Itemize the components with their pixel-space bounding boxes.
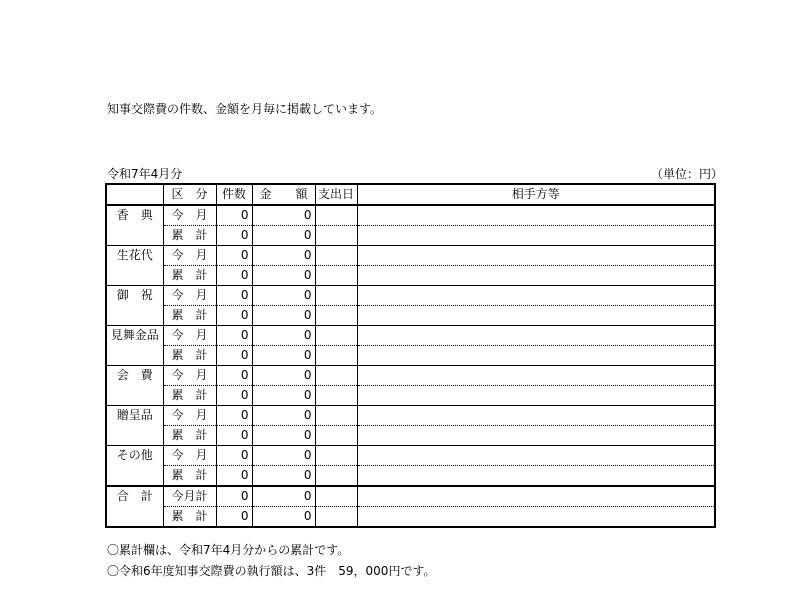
date-cell	[315, 306, 357, 326]
table-row-monthly	[106, 366, 715, 386]
party-cell	[357, 226, 715, 246]
period-kind-cell: 今月計	[163, 486, 216, 507]
count-cell: 0	[216, 446, 252, 466]
amount-cell: 0	[252, 306, 315, 326]
date-cell	[315, 226, 357, 246]
category-cell: 見舞金品	[106, 326, 163, 366]
count-cell: 0	[216, 466, 252, 487]
amount-cell: 0	[252, 226, 315, 246]
party-cell	[357, 246, 715, 266]
count-cell: 0	[216, 507, 252, 528]
amount-cell: 0	[252, 266, 315, 286]
period-kind-cell: 今 月	[163, 446, 216, 466]
period-kind-cell: 今 月	[163, 246, 216, 266]
note-last-year: 〇令和6年度知事交際費の執行額は、3件 59，000円です。	[107, 564, 436, 578]
period-kind-cell: 今 月	[163, 205, 216, 226]
date-cell	[315, 266, 357, 286]
table-row-monthly	[106, 446, 715, 466]
party-cell	[357, 507, 715, 528]
table-row-cumulative	[106, 306, 715, 326]
count-cell: 0	[216, 386, 252, 406]
expense-table-wrapper	[105, 183, 714, 528]
table-row-cumulative	[106, 226, 715, 246]
period-kind-cell: 累 計	[163, 346, 216, 366]
date-cell	[315, 205, 357, 226]
count-cell: 0	[216, 346, 252, 366]
note-cumulative: 〇累計欄は、令和7年4月分からの累計です。	[107, 543, 350, 557]
party-cell	[357, 326, 715, 346]
count-cell: 0	[216, 486, 252, 507]
party-cell	[357, 466, 715, 487]
table-row-cumulative	[106, 386, 715, 406]
category-cell: その他	[106, 446, 163, 487]
count-cell: 0	[216, 426, 252, 446]
category-cell: 贈呈品	[106, 406, 163, 446]
table-body	[106, 205, 715, 527]
unit-label: （単位：円）	[651, 167, 724, 181]
header-count: 件数	[216, 184, 252, 205]
period-kind-cell: 累 計	[163, 226, 216, 246]
period-kind-cell: 累 計	[163, 386, 216, 406]
count-cell: 0	[216, 205, 252, 226]
party-cell	[357, 205, 715, 226]
date-cell	[315, 246, 357, 266]
category-cell: 御 祝	[106, 286, 163, 326]
date-cell	[315, 406, 357, 426]
amount-cell: 0	[252, 246, 315, 266]
table-row-monthly	[106, 246, 715, 266]
expense-table	[105, 183, 716, 528]
category-cell: 香 典	[106, 205, 163, 246]
party-cell	[357, 426, 715, 446]
category-cell: 会 費	[106, 366, 163, 406]
count-cell: 0	[216, 286, 252, 306]
date-cell	[315, 446, 357, 466]
count-cell: 0	[216, 406, 252, 426]
party-cell	[357, 306, 715, 326]
party-cell	[357, 286, 715, 306]
amount-cell: 0	[252, 507, 315, 528]
period-kind-cell: 累 計	[163, 426, 216, 446]
period-kind-cell: 累 計	[163, 266, 216, 286]
amount-cell: 0	[252, 406, 315, 426]
category-cell: 合 計	[106, 486, 163, 527]
amount-cell: 0	[252, 466, 315, 487]
period-kind-cell: 累 計	[163, 466, 216, 487]
date-cell	[315, 486, 357, 507]
count-cell: 0	[216, 366, 252, 386]
count-cell: 0	[216, 246, 252, 266]
period-kind-cell: 今 月	[163, 366, 216, 386]
header-date: 支出日	[315, 184, 357, 205]
table-row-monthly	[106, 286, 715, 306]
party-cell	[357, 366, 715, 386]
party-cell	[357, 346, 715, 366]
party-cell	[357, 266, 715, 286]
table-row-cumulative	[106, 507, 715, 528]
period-kind-cell: 累 計	[163, 306, 216, 326]
date-cell	[315, 426, 357, 446]
amount-cell: 0	[252, 205, 315, 226]
header-row	[106, 184, 715, 205]
amount-cell: 0	[252, 286, 315, 306]
table-row-monthly	[106, 406, 715, 426]
header-amount: 金 額	[252, 184, 315, 205]
amount-cell: 0	[252, 446, 315, 466]
category-cell: 生花代	[106, 246, 163, 286]
amount-cell: 0	[252, 486, 315, 507]
period-label: 令和7年4月分	[107, 167, 183, 181]
period-kind-cell: 今 月	[163, 286, 216, 306]
amount-cell: 0	[252, 426, 315, 446]
count-cell: 0	[216, 226, 252, 246]
table-row-cumulative	[106, 346, 715, 366]
amount-cell: 0	[252, 346, 315, 366]
date-cell	[315, 466, 357, 487]
notes	[107, 540, 436, 582]
date-cell	[315, 386, 357, 406]
date-cell	[315, 286, 357, 306]
party-cell	[357, 386, 715, 406]
party-cell	[357, 486, 715, 507]
date-cell	[315, 366, 357, 386]
table-row-monthly	[106, 326, 715, 346]
count-cell: 0	[216, 266, 252, 286]
table-row-cumulative	[106, 466, 715, 487]
amount-cell: 0	[252, 386, 315, 406]
period-kind-cell: 累 計	[163, 507, 216, 528]
table-row-monthly	[106, 486, 715, 507]
amount-cell: 0	[252, 326, 315, 346]
header-blank	[106, 184, 163, 205]
amount-cell: 0	[252, 366, 315, 386]
table-row-cumulative	[106, 266, 715, 286]
date-cell	[315, 346, 357, 366]
count-cell: 0	[216, 326, 252, 346]
table-row-monthly	[106, 205, 715, 226]
date-cell	[315, 326, 357, 346]
table-row-cumulative	[106, 426, 715, 446]
header-category: 区 分	[163, 184, 216, 205]
date-cell	[315, 507, 357, 528]
party-cell	[357, 446, 715, 466]
period-kind-cell: 今 月	[163, 326, 216, 346]
period-kind-cell: 今 月	[163, 406, 216, 426]
intro-text: 知事交際費の件数、金額を月毎に掲載しています。	[107, 102, 383, 116]
count-cell: 0	[216, 306, 252, 326]
party-cell	[357, 406, 715, 426]
header-party: 相手方等	[357, 184, 715, 205]
